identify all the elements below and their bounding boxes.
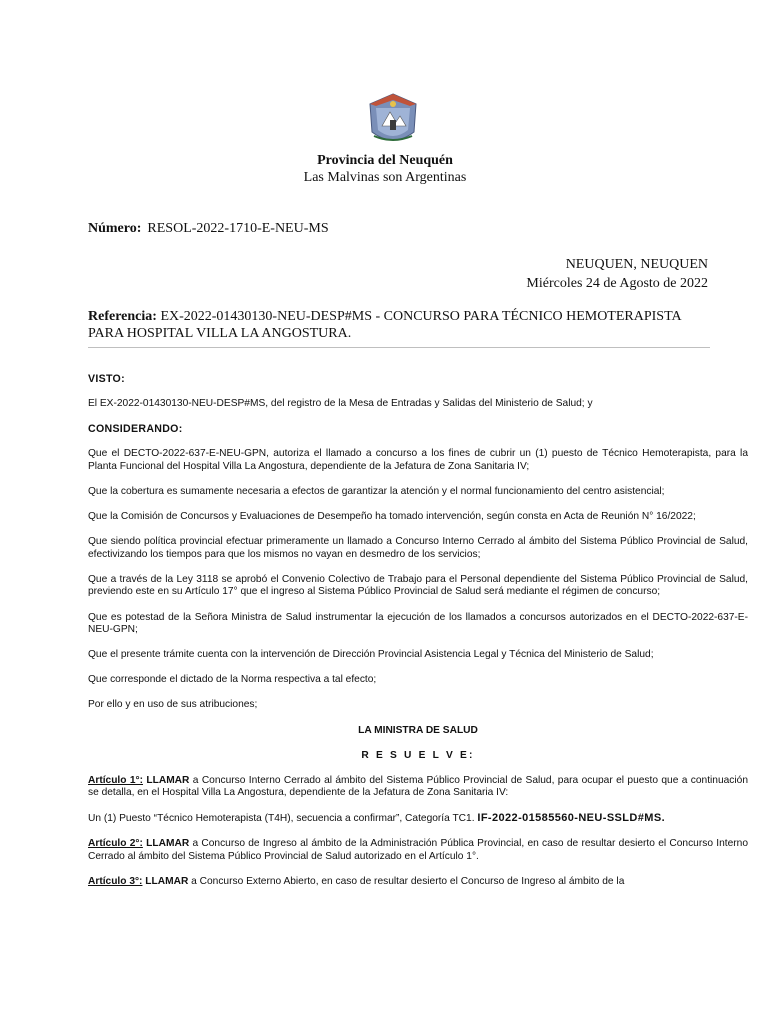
resuelve-heading: R E S U E L V E: xyxy=(361,749,475,761)
resolution-number xyxy=(88,220,329,237)
articulo-text: a Concurso Externo Abierto, en caso de resultar desierto el Concurso de Ingreso al ámbito de la xyxy=(188,876,625,888)
visto-text: El EX-2022-01430130-NEU-DESP#MS, del registro de la Mesa de Entradas y Salidas del Ministerio de Salud; y xyxy=(88,398,593,410)
visto-heading: VISTO: xyxy=(88,373,125,385)
puesto-code: IF-2022-01585560-NEU-SSLD#MS. xyxy=(477,812,666,825)
articulo-1 xyxy=(88,775,748,800)
province-slogan: Las Malvinas son Argentinas xyxy=(303,170,467,185)
considerando-paragraph: Que a través de la Ley 3118 se aprobó el Convenio Colectivo de Trabajo para el Personal dependiente del Sistema Público Provincial de Salud, previendo este en su Artículo 17° que el ingreso al Sistema Público Provincial de Salud será mediante el régimen de concurso; xyxy=(88,573,748,598)
considerando-paragraph: Que corresponde el dictado de la Norma respectiva a tal efecto; xyxy=(88,674,377,686)
articulo-verb: LLAMAR xyxy=(145,876,189,888)
numero-value: RESOL-2022-1710-E-NEU-MS xyxy=(147,221,329,236)
articulo-verb: LLAMAR xyxy=(146,838,190,850)
considerando-paragraph: Que siendo política provincial efectuar primeramente un llamado a Concurso Interno Cerrado al ámbito del Sistema Público Provincial de Salud, efectivizando los tiempos para que los mismos no vayan en desmedro de los servicios; xyxy=(88,536,748,560)
articulo-label: Artículo 1°: xyxy=(88,774,143,786)
articulo-3 xyxy=(88,876,748,889)
document-body xyxy=(88,373,748,901)
puesto-text: Un (1) Puesto “Técnico Hemoterapista (T4H), secuencia a confirmar”, Categoría TC1. xyxy=(88,813,478,825)
articulo-verb: LLAMAR xyxy=(146,774,190,786)
articulo-2 xyxy=(88,838,748,863)
articulo-label: Artículo 3°: xyxy=(88,876,143,888)
place: NEUQUEN, NEUQUEN xyxy=(565,257,708,272)
reference-label: Referencia: xyxy=(88,309,157,324)
considerando-paragraph: Que la Comisión de Concursos y Evaluaciones de Desempeño ha tomado intervención, según consta en Acta de Reunión N° 16/2022; xyxy=(88,511,696,523)
puesto-line xyxy=(88,812,748,826)
reference xyxy=(88,308,708,342)
authority-heading: LA MINISTRA DE SALUD xyxy=(358,724,478,736)
province-title: Provincia del Neuquén xyxy=(317,153,453,168)
considerando-paragraph: Que el DECTO-2022-637-E-NEU-GPN, autoriza el llamado a concurso a los fines de cubrir un (1) puesto de Técnico Hemoterapista, para la Planta Funcional del Hospital Villa La Angostura, dependiente de la Jefatura de Zona Sanitaria IV; xyxy=(88,448,748,472)
coat-of-arms-logo xyxy=(368,92,418,148)
considerando-paragraph: Que el presente trámite cuenta con la intervención de Dirección Provincial Asistencia Legal y Técnica del Ministerio de Salud; xyxy=(88,649,654,661)
reference-text: EX-2022-01430130-NEU-DESP#MS - CONCURSO PARA TÉCNICO HEMOTERAPISTA PARA HOSPITAL VILLA LA ANGOSTURA. xyxy=(88,309,681,341)
numero-label: Número: xyxy=(88,221,142,236)
considerando-heading: CONSIDERANDO: xyxy=(88,423,183,436)
date: Miércoles 24 de Agosto de 2022 xyxy=(526,276,708,291)
considerando-paragraph: Que la cobertura es sumamente necesaria a efectos de garantizar la atención y el normal funcionamiento del centro asistencial; xyxy=(88,485,665,497)
considerando-paragraph: Que es potestad de la Señora Ministra de Salud instrumentar la ejecución de los llamados a concursos autorizados en el DECTO-2022-637-E-NEU-GPN; xyxy=(88,611,748,636)
articulo-label: Artículo 2°: xyxy=(88,838,143,850)
considerando-paragraph: Por ello y en uso de sus atribuciones; xyxy=(88,699,258,711)
divider xyxy=(88,347,710,348)
articulo-text: a Concurso de Ingreso al ámbito de la Administración Pública Provincial, en caso de resultar desierto el Concurso Interno Cerrado al ámbito del Sistema Público Provincial de Salud autorizado en el Artículo 1°. xyxy=(88,838,748,863)
articulo-text: a Concurso Interno Cerrado al ámbito del Sistema Público Provincial de Salud, para ocupar el puesto que a continuación se detalla, en el Hospital Villa La Angostura, dependiente de la Jefatura de Zona Sanitaria IV: xyxy=(88,774,748,799)
